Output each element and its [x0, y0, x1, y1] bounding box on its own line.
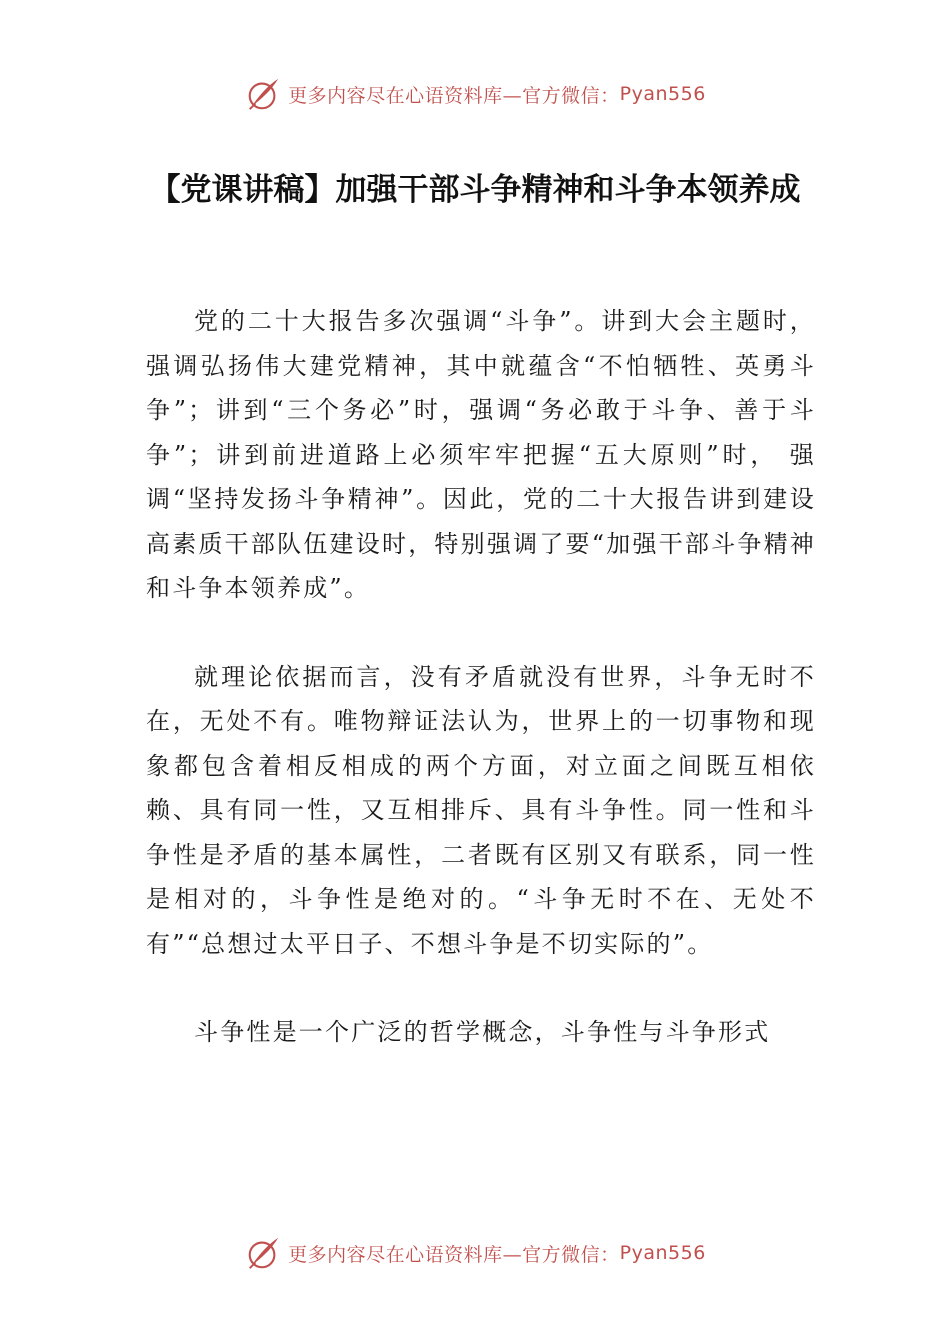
- header-banner: [0, 74, 950, 114]
- document-title: 【党课讲稿】加强干部斗争精神和斗争本领养成: [149, 172, 801, 208]
- body-paragraph-2: 就理论依据而言，没有矛盾就没有世界，斗争无时不在，无处不有。唯物辩证法认为，世界上的一切事物和现象都包含着相反相成的两个方面，对立面之间既互相依赖、具有同一性，又互相排斥、具有斗争性。同一性和斗争性是矛盾的基本属性，二者既有区别又有联系，同一性是相对的，斗争性是绝对的。“斗争无时不在、无处不有”“总想过太平日子、不想斗争是不切实际的”。: [146, 662, 816, 958]
- quill-circle-logo-icon: [244, 1234, 282, 1272]
- footer-banner: [0, 1233, 950, 1273]
- footer-banner-label: [288, 1240, 706, 1267]
- header-banner-text: 更多内容尽在心语资料库—官方微信：: [288, 84, 620, 107]
- header-banner-contact: Pyan556: [619, 83, 706, 105]
- quill-circle-logo-icon: [244, 75, 282, 113]
- header-banner-label: [288, 81, 706, 108]
- body-paragraph-3: 斗争性是一个广泛的哲学概念，斗争性与斗争形式: [194, 1018, 771, 1046]
- footer-banner-text: 更多内容尽在心语资料库—官方微信：: [288, 1243, 620, 1266]
- footer-banner-contact: Pyan556: [619, 1242, 706, 1264]
- document-body: [146, 299, 816, 1099]
- body-paragraph-1: 党的二十大报告多次强调“斗争”。讲到大会主题时，强调弘扬伟大建党精神，其中就蕴含“不怕牺牲、英勇斗争”；讲到“三个务必”时，强调“务必敢于斗争、善于斗争”；讲到前进道路上必须牢牢把握“五大原则”时， 强调“坚持发扬斗争精神”。因此，党的二十大报告讲到建设高素质干部队伍建设时，特别强调了要“加强干部斗争精神和斗争本领养成”。: [146, 307, 816, 602]
